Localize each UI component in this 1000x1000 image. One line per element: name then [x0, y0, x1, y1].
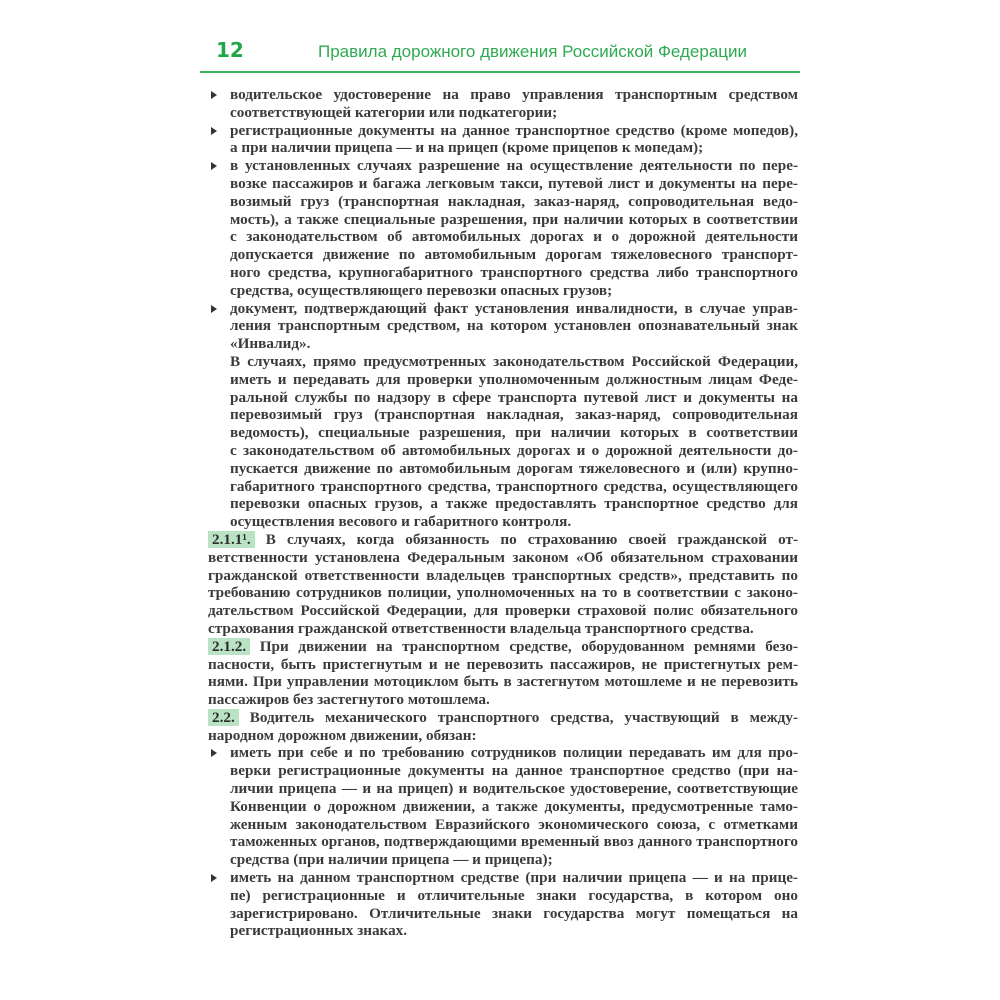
text-line: [208, 531, 798, 549]
text-line: [230, 300, 798, 318]
line-text: таможенных органов, подтверждающими временный ввоз данного транспортного: [230, 833, 798, 851]
bullet-triangle-icon: [211, 749, 217, 757]
bullet-item: [208, 86, 798, 122]
line-text: народном дорожном движении, обязан:: [208, 726, 477, 744]
line-text: В случаях, когда обязанность по страхованию своей гражданской от-: [265, 530, 798, 548]
line-text: ления транспортным средством, на котором установлен опознавательный знак: [230, 317, 798, 335]
line-text: требованию сотрудников полиции, уполномоченных на то в соответствии с законо-: [208, 584, 798, 602]
numbered-paragraph: [208, 531, 798, 638]
header-divider: [200, 71, 800, 73]
text-line: [230, 122, 798, 140]
line-text: ведомость), специальные разрешения, при наличии которых в соответствии: [230, 424, 798, 442]
line-text: мость), а также специальные разрешения, при наличии которых в соответствии: [230, 210, 798, 228]
text-line: [230, 104, 798, 122]
line-text: иметь на данном транспортном средстве (при наличии прицепа — и на прице-: [230, 869, 798, 887]
text-line: [208, 638, 798, 656]
text-line: [208, 709, 798, 727]
text-line: [230, 193, 798, 211]
bullet-item: [208, 744, 798, 869]
line-text: пасности, быть пристегнутым и не перевозить пассажиров, не пристегнутых рем-: [208, 655, 798, 673]
bullet-triangle-icon: [211, 127, 217, 135]
line-text: женным законодательством Евразийского экономического союза, с отметками: [230, 815, 798, 833]
text-line: [230, 495, 798, 513]
line-text: пассажиров без застегнутого мотошлема.: [208, 691, 490, 709]
text-line: [230, 424, 798, 442]
text-line: [208, 602, 798, 620]
text-line: [230, 282, 798, 300]
text-line: [230, 513, 798, 531]
section-number: 2.1.2.: [208, 638, 250, 655]
text-line: [230, 744, 798, 762]
section-number: 2.2.: [208, 709, 239, 726]
text-line: [230, 139, 798, 157]
bullet-item: [208, 122, 798, 158]
bullet-item: [208, 869, 798, 940]
text-line: [230, 317, 798, 335]
page-body: [208, 86, 798, 940]
text-line: [230, 887, 798, 905]
text-line: [208, 673, 798, 691]
text-line: [230, 780, 798, 798]
text-line: [230, 406, 798, 424]
line-text: В случаях, прямо предусмотренных законодательством Российской Федерации,: [230, 352, 798, 370]
line-text: При движении на транспортном средстве, оборудованном ремнями безо-: [259, 637, 798, 655]
line-text: а при наличии прицепа — и на прицеп (кроме прицепов к мопедам);: [230, 139, 704, 157]
text-line: [230, 175, 798, 193]
line-text: габаритного транспортного средства, транспортного средства, осуществляющего: [230, 477, 798, 495]
line-text: страхования гражданской ответственности владельца транспортного средства.: [208, 619, 754, 637]
text-line: [208, 727, 798, 745]
bullet-triangle-icon: [211, 162, 217, 170]
text-line: [230, 335, 798, 353]
line-text: пе) регистрационные и отличительные знаки государства, в котором оно: [230, 886, 798, 904]
text-line: [208, 584, 798, 602]
line-text: личии прицепа — и на прицеп) и водительское удостоверение, соответствующие: [230, 780, 798, 798]
line-text: средства (при наличии прицепа — и прицепа);: [230, 851, 553, 869]
text-line: [208, 656, 798, 674]
text-line: [230, 460, 798, 478]
text-line: [230, 371, 798, 389]
line-text: Водитель механического транспортного средства, участвующий в между-: [249, 708, 798, 726]
line-text: ральной службы по надзору в сфере транспорта путевой лист и документы на: [230, 388, 798, 406]
line-text: иметь при себе и по требованию сотрудников полиции передавать им для про-: [230, 744, 798, 762]
line-text: зарегистрировано. Отличительные знаки государства могут помещаться на: [230, 904, 798, 922]
line-text: иметь и передавать для проверки уполномоченным должностным лицам Феде-: [230, 370, 798, 388]
text-line: [230, 816, 798, 834]
text-line: [208, 620, 798, 638]
bullet-triangle-icon: [211, 874, 217, 882]
text-line: [230, 478, 798, 496]
text-line: [230, 442, 798, 460]
page-number: 12: [216, 38, 244, 62]
line-text: водительское удостоверение на право управления транспортным средством: [230, 86, 798, 103]
line-text: перевозимый груз (транспортная накладная, заказ-наряд, сопроводительная: [230, 406, 798, 424]
text-line: [230, 353, 798, 371]
line-text: ветственности установлена Федеральным законом «Об обязательном страховании: [208, 548, 798, 566]
bullet-triangle-icon: [211, 91, 217, 99]
line-text: верки регистрационные документы на данное транспортное средство (при на-: [230, 762, 798, 780]
text-line: [208, 567, 798, 585]
line-text: средства, осуществляющего перевозки опасных грузов;: [230, 281, 613, 299]
paragraph: [208, 353, 798, 531]
text-line: [230, 869, 798, 887]
text-line: [230, 851, 798, 869]
line-text: возимый груз (транспортная накладная, заказ-наряд, сопроводительная ведо-: [230, 192, 798, 210]
line-text: в установленных случаях разрешение на осуществление деятельности по пере-: [230, 157, 798, 175]
line-text: регистрационные документы на данное транспортное средство (кроме мопедов),: [230, 121, 798, 139]
line-text: «Инвалид».: [230, 335, 311, 353]
running-title: Правила дорожного движения Российской Федерации: [318, 42, 748, 61]
bullet-item: [208, 300, 798, 353]
line-text: возке пассажиров и багажа легковым такси, путевой лист и документы на пере-: [230, 174, 798, 192]
line-text: осуществления весового и габаритного контроля.: [230, 513, 572, 531]
line-text: гражданской ответственности владельцев транспортных средств», представить по: [208, 566, 798, 584]
text-line: [230, 762, 798, 780]
text-line: [230, 389, 798, 407]
numbered-paragraph: [208, 709, 798, 745]
text-line: [230, 264, 798, 282]
text-line: [208, 549, 798, 567]
line-text: с законодательством об автомобильных дорогах и о дорожной деятельности до-: [230, 441, 798, 459]
text-line: [208, 691, 798, 709]
line-text: допускается движение по автомобильным дорогам тяжеловесного транспорт-: [230, 246, 798, 264]
text-line: [230, 228, 798, 246]
text-line: [230, 157, 798, 175]
line-text: перевозки опасных грузов, а также предоставлять транспортное средство для: [230, 495, 798, 513]
line-text: документ, подтверждающий факт установления инвалидности, в случае управ-: [230, 299, 798, 317]
text-line: [230, 246, 798, 264]
text-line: [230, 833, 798, 851]
line-text: регистрационных знаках.: [230, 922, 408, 940]
line-text: пускается движение по автомобильным дорогам тяжеловесного и (или) крупно-: [230, 459, 798, 477]
numbered-paragraph: [208, 638, 798, 709]
text-line: [230, 86, 798, 104]
line-text: дательством Российской Федерации, для проверки страховой полис обязательного: [208, 602, 798, 620]
text-line: [230, 922, 798, 940]
line-text: с законодательством об автомобильных дорогах и о дорожной деятельности: [230, 228, 798, 246]
line-text: ного средства, крупногабаритного транспортного средства либо транспортного: [230, 263, 798, 281]
text-line: [230, 211, 798, 229]
text-line: [230, 798, 798, 816]
line-text: Конвенции о дорожном движении, а также документы, предусмотренные тамо-: [230, 797, 798, 815]
section-number: 2.1.1¹.: [208, 531, 255, 548]
bullet-triangle-icon: [211, 305, 217, 313]
line-text: соответствующей категории или подкатегории;: [230, 103, 558, 121]
line-text: нями. При управлении мотоциклом быть в застегнутом мотошлеме и не перевозить: [208, 673, 798, 691]
bullet-item: [208, 157, 798, 299]
text-line: [230, 905, 798, 923]
